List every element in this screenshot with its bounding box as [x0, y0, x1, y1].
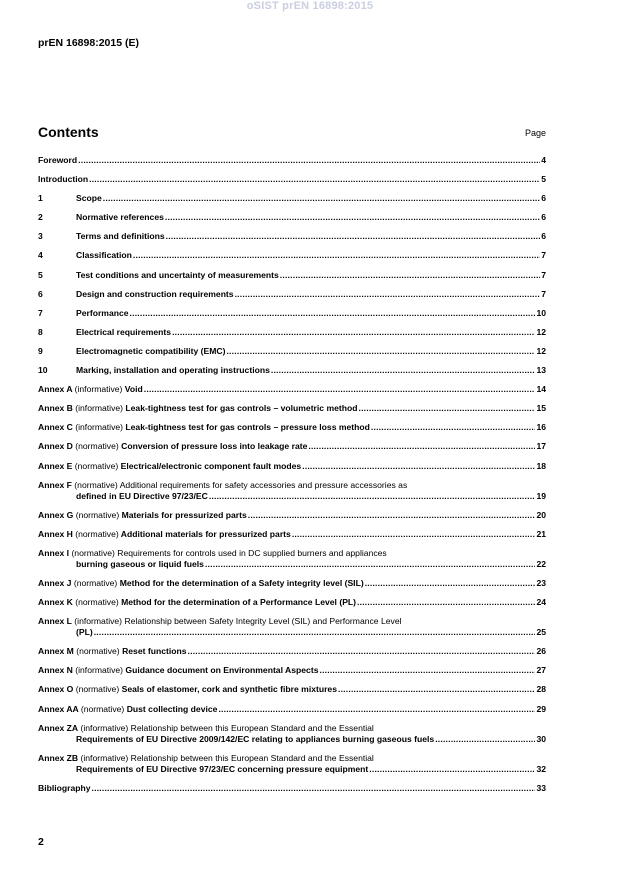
toc-page-number: 22	[536, 558, 546, 569]
toc-annex-entry[interactable]	[38, 723, 546, 745]
toc-entry[interactable]	[38, 250, 546, 261]
toc-bibliography-entry[interactable]	[38, 783, 546, 794]
dot-leader	[435, 734, 535, 745]
dot-leader	[235, 289, 541, 300]
toc-annex-entry[interactable]	[38, 461, 546, 472]
toc-page-number: 12	[536, 345, 546, 356]
annex-title: Dust collecting device	[126, 703, 218, 714]
section-title: Foreword	[38, 155, 78, 165]
annex-label: Annex J	[38, 577, 72, 588]
annex-type: (normative)	[80, 703, 125, 714]
toc-page-number: 7	[541, 250, 546, 261]
toc-entry-heading	[38, 174, 88, 185]
toc-entry-heading	[38, 384, 143, 395]
toc-annex-entry[interactable]	[38, 684, 546, 695]
toc-page-number: 32	[536, 763, 546, 774]
dot-leader	[89, 174, 540, 185]
toc-page-number: 4	[541, 155, 546, 165]
toc-entry[interactable]	[38, 289, 546, 300]
toc-annex-entry[interactable]	[38, 616, 546, 638]
toc-page-number: 7	[541, 269, 546, 280]
toc-page-number: 21	[536, 528, 546, 539]
dot-leader	[218, 704, 535, 715]
toc-page-number: 13	[536, 365, 546, 376]
toc-entry-heading	[38, 422, 370, 433]
annex-label: Annex O	[38, 684, 74, 695]
toc-entry-heading	[38, 548, 387, 558]
toc-page-number: 6	[541, 193, 546, 204]
dot-leader	[78, 155, 540, 166]
section-title: Terms and definitions	[76, 231, 165, 242]
toc-annex-entry[interactable]	[38, 384, 546, 395]
section-title: Marking, installation and operating instructions	[76, 365, 270, 376]
dot-leader	[338, 684, 535, 695]
toc-annex-entry[interactable]	[38, 510, 546, 521]
toc-entry-heading	[38, 529, 291, 540]
dot-leader	[205, 559, 535, 570]
toc-page-number: 33	[536, 782, 546, 793]
toc-page-number: 6	[541, 212, 546, 223]
dot-leader	[144, 384, 536, 395]
toc-entry[interactable]	[38, 193, 546, 204]
section-title: Electrical requirements	[76, 326, 172, 337]
toc-annex-entry[interactable]	[38, 548, 546, 570]
annex-label: Annex E	[38, 460, 73, 471]
toc-entry-heading	[38, 783, 91, 794]
section-title: Introduction	[38, 174, 89, 185]
dot-leader	[133, 250, 540, 261]
dot-leader	[92, 783, 536, 794]
section-number: 4	[38, 250, 43, 261]
annex-title: Reset functions	[122, 646, 187, 657]
toc-page-number: 10	[536, 307, 546, 318]
annex-title: Method for the determination of a Performance Level (PL)	[121, 597, 357, 608]
toc-entry-continuation: Requirements of EU Directive 2009/142/EC relating to appliances burning gaseous fuels	[76, 733, 435, 744]
toc-entry-heading	[38, 753, 374, 763]
annex-title: Materials for pressurized parts	[121, 509, 247, 520]
toc-page-number: 19	[536, 490, 546, 501]
toc-entry-heading	[38, 665, 318, 676]
toc-page-number: 26	[536, 646, 546, 657]
toc-entry[interactable]	[38, 327, 546, 338]
toc-annex-entry[interactable]	[38, 529, 546, 540]
annex-label: Annex K	[38, 597, 73, 608]
section-title: Classification	[76, 250, 132, 261]
toc-page-number: 27	[536, 665, 546, 676]
toc-entry-continuation: (PL)	[76, 627, 93, 638]
annex-label: Annex M	[38, 646, 74, 657]
toc-annex-entry[interactable]	[38, 441, 546, 452]
toc-entry[interactable]	[38, 155, 546, 166]
annex-label: Annex F	[38, 479, 72, 490]
annex-label: Annex B	[38, 403, 73, 414]
bibliography-title: Bibliography	[38, 782, 91, 793]
section-number: 7	[38, 307, 43, 318]
dot-leader	[226, 346, 535, 357]
toc-entry[interactable]	[38, 231, 546, 242]
section-number: 8	[38, 326, 43, 337]
dot-leader	[248, 510, 536, 521]
annex-type: (normative)	[75, 528, 119, 539]
section-title: Normative references	[76, 212, 164, 223]
dot-leader	[103, 193, 540, 204]
dot-leader	[371, 422, 536, 433]
section-number: 1	[38, 193, 43, 204]
annex-title: Leak-tightness test for gas controls – volumetric method	[125, 403, 358, 414]
section-number: 9	[38, 345, 43, 356]
annex-title: Electrical/electronic component fault modes	[120, 460, 302, 471]
toc-entry[interactable]	[38, 174, 546, 185]
toc-entry[interactable]	[38, 308, 546, 319]
toc-page-number: 16	[536, 422, 546, 433]
toc-entry-heading	[38, 646, 187, 657]
annex-title: Additional materials for pressurized parts	[120, 528, 291, 539]
section-title: Scope	[76, 193, 102, 204]
annex-label: Annex H	[38, 528, 73, 539]
toc-annex-entry[interactable]	[38, 578, 546, 589]
annex-title: Relationship between this European Standard and the Essential	[130, 722, 374, 733]
annex-type: (informative)	[74, 384, 123, 395]
toc-annex-entry[interactable]	[38, 753, 546, 775]
dot-leader	[319, 665, 535, 676]
annex-type: (informative)	[80, 752, 129, 763]
toc-page-number: 18	[536, 460, 546, 471]
toc-annex-entry[interactable]	[38, 403, 546, 414]
toc-annex-entry[interactable]	[38, 597, 546, 608]
table-of-contents	[38, 155, 546, 802]
annex-type: (normative)	[73, 577, 118, 588]
toc-annex-entry[interactable]	[38, 422, 546, 433]
toc-entry-heading	[38, 684, 337, 695]
toc-entry[interactable]	[38, 346, 546, 357]
toc-entry-heading	[38, 231, 165, 242]
toc-page-number: 6	[541, 231, 546, 242]
toc-entry-heading	[38, 365, 270, 376]
toc-page-number: 15	[536, 403, 546, 414]
annex-type: (normative)	[75, 597, 119, 608]
page-number: 2	[38, 836, 44, 848]
toc-entry-heading	[38, 704, 217, 715]
annex-type: (normative)	[71, 547, 115, 558]
document-id: prEN 16898:2015 (E)	[38, 37, 139, 49]
annex-label: Annex N	[38, 665, 73, 676]
dot-leader	[369, 764, 535, 775]
section-number: 10	[38, 365, 48, 376]
toc-entry-heading	[38, 155, 77, 166]
toc-annex-entry[interactable]	[38, 704, 546, 715]
annex-type: (informative)	[80, 722, 129, 733]
toc-entry[interactable]	[38, 365, 546, 376]
annex-type: (normative)	[75, 441, 119, 452]
toc-page-number: 30	[536, 733, 546, 744]
section-title: Electromagnetic compatibility (EMC)	[76, 345, 226, 356]
dot-leader	[209, 491, 536, 502]
dot-leader	[302, 461, 535, 472]
annex-title: Conversion of pressure loss into leakage rate	[121, 441, 308, 452]
section-number: 2	[38, 212, 43, 223]
section-number: 6	[38, 288, 43, 299]
toc-entry[interactable]	[38, 212, 546, 223]
annex-title: Method for the determination of a Safety integrity level (SIL)	[119, 577, 364, 588]
toc-entry-heading	[38, 212, 164, 223]
annex-title: Relationship between this European Standard and the Essential	[130, 752, 374, 763]
toc-entry-heading	[38, 510, 247, 521]
toc-annex-entry[interactable]	[38, 665, 546, 676]
toc-entry-heading	[38, 441, 307, 452]
toc-entry-heading	[38, 193, 102, 204]
dot-leader	[271, 365, 536, 376]
dot-leader	[357, 597, 535, 608]
toc-page-number: 17	[536, 441, 546, 452]
annex-label: Annex ZB	[38, 752, 79, 763]
annex-title: Requirements for controls used in DC supplied burners and appliances	[117, 547, 387, 558]
toc-page-number: 29	[536, 703, 546, 714]
toc-page-number: 5	[541, 174, 546, 185]
annex-title: Additional requirements for safety accessories and pressure accessories as	[119, 479, 408, 490]
annex-title: Guidance document on Environmental Aspects	[125, 665, 319, 676]
annex-title: Void	[124, 384, 143, 395]
toc-entry-heading	[38, 578, 364, 589]
toc-page-number: 23	[536, 577, 546, 588]
annex-type: (normative)	[74, 460, 119, 471]
page-column-label: Page	[524, 128, 546, 138]
toc-entry-heading	[38, 346, 225, 357]
toc-entry-continuation: defined in EU Directive 97/23/EC	[76, 490, 208, 501]
annex-type: (normative)	[75, 509, 120, 520]
annex-label: Annex C	[38, 422, 73, 433]
annex-type: (informative)	[75, 403, 124, 414]
annex-title: Seals of elastomer, cork and synthetic fibre mixtures	[121, 684, 337, 695]
dot-leader	[94, 627, 536, 638]
annex-label: Annex G	[38, 509, 74, 520]
annex-label: Annex ZA	[38, 722, 79, 733]
annex-title: Leak-tightness test for gas controls – pressure loss method	[125, 422, 370, 433]
toc-entry-heading	[38, 289, 234, 300]
toc-page-number: 25	[536, 627, 546, 638]
dot-leader	[165, 212, 540, 223]
toc-annex-entry[interactable]	[38, 480, 546, 502]
toc-page-number: 14	[536, 384, 546, 395]
toc-entry-heading	[38, 403, 357, 414]
dot-leader	[358, 403, 535, 414]
annex-type: (normative)	[76, 646, 120, 657]
toc-page-number: 7	[541, 288, 546, 299]
annex-type: (normative)	[74, 479, 118, 490]
toc-entry-heading	[38, 308, 129, 319]
dot-leader	[292, 529, 536, 540]
toc-entry-heading	[38, 723, 374, 733]
toc-page-number: 12	[536, 326, 546, 337]
watermark: oSIST prEN 16898:2015	[246, 0, 374, 12]
toc-entry-heading	[38, 597, 356, 608]
dot-leader	[172, 327, 535, 338]
toc-entry-heading	[38, 461, 301, 472]
annex-type: (informative)	[75, 665, 124, 676]
dot-leader	[166, 231, 541, 242]
toc-entry[interactable]	[38, 270, 546, 281]
annex-type: (informative)	[74, 616, 123, 627]
toc-page-number: 28	[536, 684, 546, 695]
dot-leader	[280, 270, 540, 281]
toc-entry-heading	[38, 480, 407, 490]
toc-page-number: 24	[536, 597, 546, 608]
contents-heading: Contents	[38, 124, 99, 140]
toc-entry-continuation: Requirements of EU Directive 97/23/EC concerning pressure equipment	[76, 763, 369, 774]
annex-label: Annex I	[38, 547, 70, 558]
toc-entry-heading	[38, 270, 279, 281]
toc-entry-heading	[38, 250, 132, 261]
section-title: Design and construction requirements	[76, 288, 234, 299]
toc-entry-heading	[38, 616, 402, 626]
toc-annex-entry[interactable]	[38, 646, 546, 657]
section-number: 5	[38, 269, 43, 280]
annex-label: Annex L	[38, 616, 72, 627]
annex-label: Annex A	[38, 384, 73, 395]
dot-leader	[188, 646, 536, 657]
annex-label: Annex AA	[38, 703, 79, 714]
section-number: 3	[38, 231, 43, 242]
annex-type: (informative)	[75, 422, 124, 433]
annex-label: Annex D	[38, 441, 73, 452]
dot-leader	[365, 578, 536, 589]
annex-type: (normative)	[75, 684, 120, 695]
toc-entry-heading	[38, 327, 171, 338]
dot-leader	[130, 308, 536, 319]
section-title: Performance	[76, 307, 129, 318]
toc-page-number: 20	[536, 509, 546, 520]
dot-leader	[308, 441, 535, 452]
toc-entry-continuation: burning gaseous or liquid fuels	[76, 558, 204, 569]
annex-title: Relationship between Safety Integrity Level (SIL) and Performance Level	[124, 616, 402, 627]
section-title: Test conditions and uncertainty of measurements	[76, 269, 279, 280]
